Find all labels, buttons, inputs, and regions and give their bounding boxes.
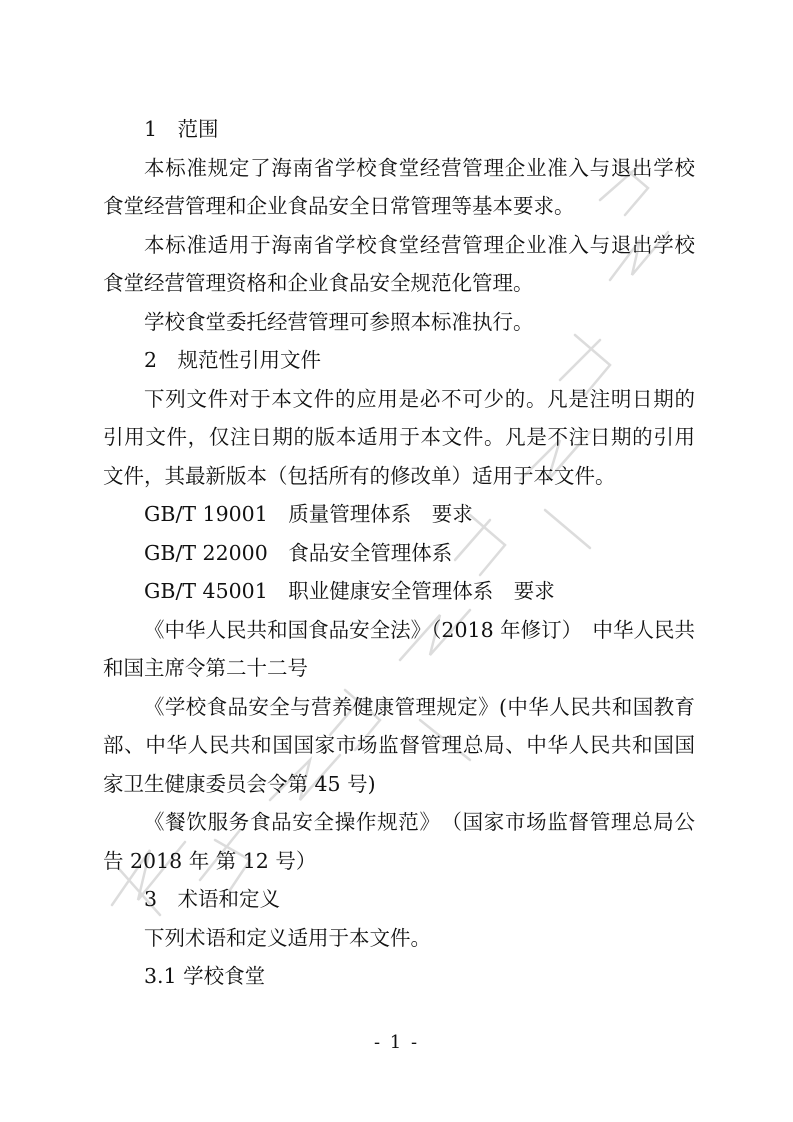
- section-1-paragraph-2: 本标准适用于海南省学校食堂经营管理企业准入与退出学校食堂经营管理资格和企业食品安全规范化管理。: [103, 232, 695, 295]
- reference-item: GB/T 19001 质量管理体系 要求: [144, 502, 473, 526]
- section-2-intro: 下列文件对于本文件的应用是必不可少的。凡是注明日期的引用文件，仅注日期的版本适用于本文件。凡是不注日期的引用文件，其最新版本（包括所有的修改单）适用于本文件。: [103, 386, 695, 488]
- section-1-paragraph-1: 本标准规定了海南省学校食堂经营管理企业准入与退出学校食堂经营管理和企业食品安全日常管理等基本要求。: [103, 155, 695, 218]
- page-number: - 1 -: [373, 1032, 420, 1053]
- section-1-heading: 1 范围: [144, 117, 219, 141]
- reference-item: 《中华人民共和国食品安全法》（2018 年修订） 中华人民共和国主席令第二十二号: [103, 617, 695, 680]
- reference-item: 《学校食品安全与营养健康管理规定》(中华人民共和国教育部、中华人民共和国国家市场监督管理总局、中华人民共和国国家卫生健康委员会令第 45 号): [103, 694, 695, 796]
- section-1-paragraph-3: 学校食堂委托经营管理可参照本标准执行。: [144, 309, 534, 334]
- reference-item: GB/T 45001 职业健康安全管理体系 要求: [144, 579, 555, 603]
- document-body: [103, 110, 695, 996]
- section-3-heading: 3 术语和定义: [144, 887, 281, 911]
- reference-item: GB/T 22000 食品安全管理体系: [144, 540, 453, 565]
- section-3-1-heading: 3.1 学校食堂: [144, 964, 266, 988]
- reference-item: 《餐饮服务食品安全操作规范》 （国家市场监督管理总局公告 2018 年 第 12 号）: [103, 810, 695, 873]
- section-2-heading: 2 规范性引用文件: [144, 348, 322, 372]
- section-3-intro: 下列术语和定义适用于本文件。: [144, 925, 431, 950]
